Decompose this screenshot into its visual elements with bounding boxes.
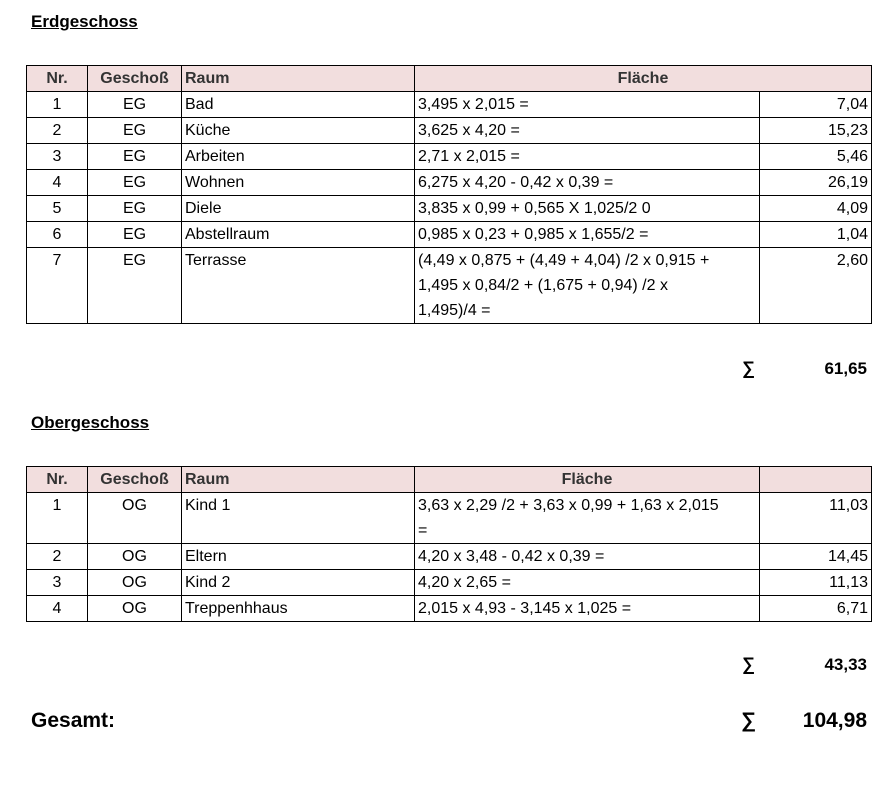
- table-row: [27, 544, 872, 570]
- row-calc: 2,71 x 2,015 =: [415, 144, 760, 170]
- row-value: 7,04: [760, 92, 872, 118]
- table-row: [27, 596, 872, 622]
- row-geschoss: EG: [88, 248, 182, 324]
- og-sum-sign: ∑: [742, 654, 755, 674]
- eg-header-nr: Nr.: [27, 66, 88, 92]
- row-calc: 4,20 x 3,48 - 0,42 x 0,39 =: [415, 544, 760, 570]
- table-row: [27, 144, 872, 170]
- total-value: 104,98: [802, 709, 867, 732]
- row-raum: Abstellraum: [182, 222, 415, 248]
- row-value: 6,71: [760, 596, 872, 622]
- eg-section-title: Erdgeschoss: [31, 12, 138, 31]
- row-nr: 1: [27, 493, 88, 544]
- row-nr: 2: [27, 118, 88, 144]
- row-geschoss: EG: [88, 118, 182, 144]
- row-calc: 2,015 x 4,93 - 3,145 x 1,025 =: [415, 596, 760, 622]
- og-area-table: [26, 466, 872, 622]
- table-row: [27, 92, 872, 118]
- og-header-row: [27, 467, 872, 493]
- row-nr: 1: [27, 92, 88, 118]
- eg-header-raum: Raum: [182, 66, 415, 92]
- og-header-nr: Nr.: [27, 467, 88, 493]
- table-row: [27, 118, 872, 144]
- row-nr: 6: [27, 222, 88, 248]
- table-row: [27, 493, 872, 544]
- og-header-raum: Raum: [182, 467, 415, 493]
- row-geschoss: EG: [88, 92, 182, 118]
- row-nr: 2: [27, 544, 88, 570]
- row-calc: [415, 248, 760, 324]
- row-geschoss: EG: [88, 170, 182, 196]
- row-geschoss: EG: [88, 196, 182, 222]
- row-geschoss: OG: [88, 596, 182, 622]
- row-raum: Kind 2: [182, 570, 415, 596]
- og-header-geschoss: Geschoß: [88, 467, 182, 493]
- row-raum: Bad: [182, 92, 415, 118]
- row-geschoss: OG: [88, 493, 182, 544]
- row-calc: 4,20 x 2,65 =: [415, 570, 760, 596]
- row-geschoss: OG: [88, 544, 182, 570]
- row-raum: Küche: [182, 118, 415, 144]
- table-row: [27, 222, 872, 248]
- table-row: [27, 248, 872, 324]
- table-row: [27, 196, 872, 222]
- row-calc: [415, 493, 760, 544]
- row-value: 26,19: [760, 170, 872, 196]
- row-calc: 0,985 x 0,23 + 0,985 x 1,655/2 =: [415, 222, 760, 248]
- og-sum-value: 43,33: [824, 655, 867, 674]
- row-value: 15,23: [760, 118, 872, 144]
- row-raum: Terrasse: [182, 248, 415, 324]
- row-calc: 3,495 x 2,015 =: [415, 92, 760, 118]
- row-nr: 5: [27, 196, 88, 222]
- row-calc: 3,625 x 4,20 =: [415, 118, 760, 144]
- row-value: 11,13: [760, 570, 872, 596]
- row-value: 5,46: [760, 144, 872, 170]
- row-geschoss: OG: [88, 570, 182, 596]
- total-sum-sign: ∑: [741, 709, 756, 732]
- eg-sum-sign: ∑: [742, 358, 755, 378]
- row-nr: 3: [27, 570, 88, 596]
- row-raum: Diele: [182, 196, 415, 222]
- table-row: [27, 570, 872, 596]
- row-nr: 3: [27, 144, 88, 170]
- row-value: 14,45: [760, 544, 872, 570]
- row-calc: 6,275 x 4,20 - 0,42 x 0,39 =: [415, 170, 760, 196]
- row-nr: 4: [27, 170, 88, 196]
- row-value: 4,09: [760, 196, 872, 222]
- row-value: 1,04: [760, 222, 872, 248]
- og-header-flaeche: Fläche: [415, 467, 760, 493]
- og-header-value-empty: [760, 467, 872, 493]
- row-raum: Kind 1: [182, 493, 415, 544]
- og-section-title: Obergeschoss: [31, 413, 150, 432]
- row-calc-line: 1,495 x 0,84/2 + (1,675 + 0,94) /2 x: [418, 277, 668, 294]
- row-calc-line: (4,49 x 0,875 + (4,49 + 4,04) /2 x 0,915 +: [418, 252, 710, 269]
- eg-area-table: [26, 65, 872, 324]
- row-calc-line: =: [418, 522, 428, 539]
- row-calc: 3,835 x 0,99 + 0,565 X 1,025/2 0: [415, 196, 760, 222]
- total-label: Gesamt:: [31, 709, 116, 732]
- row-raum: Eltern: [182, 544, 415, 570]
- row-value: 11,03: [760, 493, 872, 544]
- row-geschoss: EG: [88, 222, 182, 248]
- row-value: 2,60: [760, 248, 872, 324]
- eg-sum-value: 61,65: [824, 359, 867, 378]
- row-raum: Treppenhhaus: [182, 596, 415, 622]
- row-raum: Wohnen: [182, 170, 415, 196]
- eg-header-row: [27, 66, 872, 92]
- table-row: [27, 170, 872, 196]
- row-nr: 4: [27, 596, 88, 622]
- row-calc-line: 3,63 x 2,29 /2 + 3,63 x 0,99 + 1,63 x 2,015: [418, 497, 719, 514]
- eg-header-geschoss: Geschoß: [88, 66, 182, 92]
- row-geschoss: EG: [88, 144, 182, 170]
- row-calc-line: 1,495)/4 =: [418, 302, 491, 319]
- row-nr: 7: [27, 248, 88, 324]
- row-raum: Arbeiten: [182, 144, 415, 170]
- eg-header-flaeche: Fläche: [415, 66, 872, 92]
